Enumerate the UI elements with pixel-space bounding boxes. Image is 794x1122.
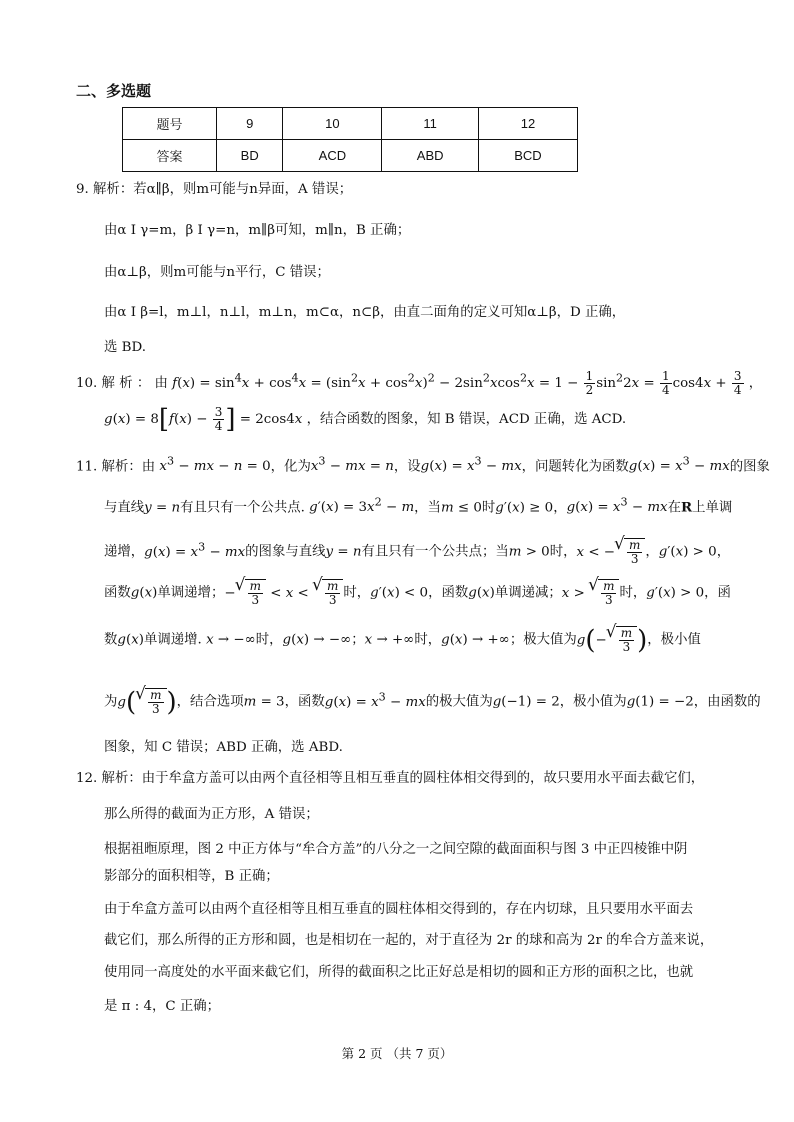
- q11-text: 函数: [104, 585, 131, 601]
- q11-text: ，: [645, 544, 659, 560]
- q11-text: ，设: [393, 459, 421, 475]
- table-row: [123, 108, 578, 140]
- table-cell: 10: [283, 108, 382, 140]
- table-cell: 12: [478, 108, 577, 140]
- math: y = n: [325, 544, 362, 560]
- q11-line-2: 与直线y = n有且只有一个公共点. $g'(x) = 3x^2 - m$，当m ≤ 0时g′(x) ≥ 0，$g(x) = x^3$ − mx在R上单调: [104, 496, 733, 516]
- q11-text: 与直线: [104, 500, 145, 516]
- table-cell: 11: [382, 108, 479, 140]
- q11-line-5: [104, 626, 701, 654]
- q11-text: 单调递增.: [144, 632, 202, 648]
- table-cell: 9: [217, 108, 283, 140]
- table-cell: ACD: [283, 140, 382, 172]
- q11-text: ；: [351, 632, 365, 648]
- q11-text: 单调递减；: [494, 585, 562, 601]
- table-header-cell: 答案: [123, 140, 217, 172]
- q11-text: ，极小值: [647, 632, 701, 648]
- q11-text: ，函数: [284, 694, 325, 710]
- math: g′(x) < 0: [370, 585, 429, 601]
- q11-text: 时，: [619, 585, 647, 601]
- math: g(1) = −2: [626, 694, 694, 710]
- q11-text: 的极大值为: [425, 694, 493, 710]
- q10-g-formula: g(x) = 8[f(x) − $\frac{3}{4}$ ] = 2cos4x: [104, 404, 303, 435]
- q11-text: ，: [553, 500, 567, 516]
- q11-text: 时，: [343, 585, 371, 601]
- table-cell: BCD: [478, 140, 577, 172]
- math: g(− √ $\frac{m}{3}$ ): [577, 633, 648, 648]
- math: x > √ $\frac{m}{3}$: [562, 586, 620, 601]
- q11-text: 数: [104, 632, 118, 648]
- q11-line-7: 图象，知 C 错误；ABD 正确，选 ABD.: [104, 740, 343, 755]
- q11-text: 时，: [549, 544, 577, 560]
- math: g( √ $\frac{m}{3}$ ): [117, 695, 176, 710]
- math: m ≤ 0: [440, 500, 482, 516]
- q11-text: 单调递增；: [157, 585, 225, 601]
- answer-table: [122, 107, 578, 172]
- q9-line-4: 由α I β=l，m⊥l，n⊥l，m⊥n，m⊂α，n⊂β，由直二面角的定义可知α⊥β，D 正确，: [104, 305, 626, 320]
- q11-text: 有且只有一个公共点.: [180, 500, 305, 516]
- q11-text: 上单调: [692, 500, 733, 516]
- q11-text: ，问题转化为函数: [521, 459, 629, 475]
- math: m = 3: [243, 694, 285, 710]
- math: g(x): [117, 632, 144, 648]
- q12-line-7: 使用同一高度处的水平面来截它们，所得的截面积之比正好总是相切的圆和正方形的面积之比，也就: [104, 965, 694, 980]
- q12-line-1: 12. 解析：由于牟盒方盖可以由两个直径相等且相互垂直的圆柱体相交得到的，故只要用水平面去截它们，: [76, 771, 705, 786]
- q11-text: 时，: [414, 632, 442, 648]
- q9-line-5: 选 BD.: [104, 340, 147, 355]
- q10-formula: $f(x) = \sin^4x + \cos^4x = (\sin^2x + \cos^2x)^2 - 2\sin^2xcos^2x = 1$ − $\frac{1}{2}$ $\sin^22x$ = $\frac{1}{4}$ cos4x + $\frac{3}{4}$ ，: [172, 369, 763, 398]
- q11-text: 递增，: [104, 544, 145, 560]
- math: y = n: [144, 500, 181, 516]
- math: − √ $\frac{m}{3}$ < x < √ $\frac{m}{3}$: [224, 586, 343, 601]
- q9-line-3: 由α⊥β，则m可能与n平行，C 错误；: [104, 265, 330, 280]
- q10-line-2: [104, 406, 626, 433]
- q11-text: ，函: [704, 585, 731, 601]
- q10-line-1: [76, 370, 762, 397]
- page-footer: 第 2 页 （共 7 页）: [341, 1046, 453, 1061]
- q11-text: 有且只有一个公共点；当: [361, 544, 509, 560]
- math: x → −∞: [206, 632, 256, 648]
- q11-text: 时: [481, 500, 496, 516]
- math: g′(x) > 0: [646, 585, 705, 601]
- table-cell: ABD: [382, 140, 479, 172]
- math: g′(x) ≥ 0: [495, 500, 554, 516]
- q11-text: 11. 解析：由: [76, 459, 156, 475]
- math: $g(x) = x^3$ − mx: [144, 540, 246, 560]
- q11-text: ，结合选项: [176, 694, 244, 710]
- q11-text: ，由函数的: [693, 694, 761, 710]
- q11-text: ，当: [414, 500, 441, 516]
- math: $g(x) = x^3$ − mx: [628, 455, 730, 475]
- q11-text: 在: [667, 500, 681, 516]
- math: x → +∞: [364, 632, 415, 648]
- table-row: [123, 140, 578, 172]
- q10-tail: ，结合函数的图象，知 B 错误，ACD 正确，选 ACD.: [306, 412, 627, 428]
- q11-text: 时，: [255, 632, 283, 648]
- table-header-cell: 题号: [123, 108, 217, 140]
- q11-text: ，函数: [428, 585, 469, 601]
- q11-text: ；极大值为: [509, 632, 577, 648]
- math: g(x) → +∞: [441, 632, 510, 648]
- q9-line-1: 9. 解析：若α∥β，则m可能与n异面，A 错误；: [76, 182, 353, 197]
- q11-text: ，化为: [270, 459, 311, 475]
- q11-text: ，极小值为: [559, 694, 627, 710]
- math: $x^3$ − mx − n = 0: [159, 455, 271, 475]
- q11-text: 的图象: [729, 459, 770, 475]
- q12-line-5: 由于牟盒方盖可以由两个直径相等且相互垂直的圆柱体相交得到的，存在内切球，且只要用水平面去: [104, 902, 694, 917]
- math: x < − √ $\frac{m}{3}$: [577, 545, 646, 560]
- q10-lead: 10. 解 析 ： 由: [76, 376, 168, 392]
- q11-line-6: [104, 688, 761, 716]
- math: g′(x) > 0: [658, 544, 717, 560]
- math: g(−1) = 2: [492, 694, 560, 710]
- q9-line-2: 由α I γ=m，β I γ=n，m∥β可知，m∥n，B 正确；: [104, 223, 411, 238]
- q11-line-3: 递增，$g(x) = x^3$ − mx的图象与直线y = n有且只有一个公共点；当m > 0时，x < − √ $\frac{m}{3}$ ，g′(x) > 0，: [104, 538, 730, 566]
- section-title: 二、多选题: [76, 82, 152, 100]
- table-cell: BD: [217, 140, 283, 172]
- q11-line-1: [76, 456, 770, 474]
- math: g(x): [468, 585, 495, 601]
- q11-line-4: [104, 579, 731, 607]
- math: m > 0: [508, 544, 550, 560]
- q12-line-6: 截它们，那么所得的正方形和圆，也是相切在一起的，对于直径为 2r 的球和高为 2r 的牟合方盖来说，: [104, 933, 714, 948]
- math: g(x): [130, 585, 158, 601]
- math: g(x) → −∞: [282, 632, 352, 648]
- q11-text: 的图象与直线: [245, 544, 326, 560]
- q12-line-3: 根据祖暅原理，图 2 中正方体与“牟合方盖”的八分之一之间空隙的截面面积与图 3 中正四棱锥中阴: [104, 842, 688, 857]
- math: $g(x) = x^3$ − mx: [324, 690, 426, 710]
- q11-text: 为: [104, 694, 118, 710]
- math: $g(x) = x^3$ − mx: [566, 496, 668, 516]
- math: $x^3$ − mx = n: [310, 455, 394, 475]
- q12-line-8: 是 π : 4，C 正确；: [104, 999, 221, 1014]
- math: $g'(x) = 3x^2 - m$: [309, 496, 415, 516]
- math: $g(x) = x^3$ − mx: [420, 455, 522, 475]
- q12-line-4: 影部分的面积相等，B 正确；: [104, 869, 279, 884]
- q12-line-2: 那么所得的截面为正方形，A 错误；: [104, 807, 319, 822]
